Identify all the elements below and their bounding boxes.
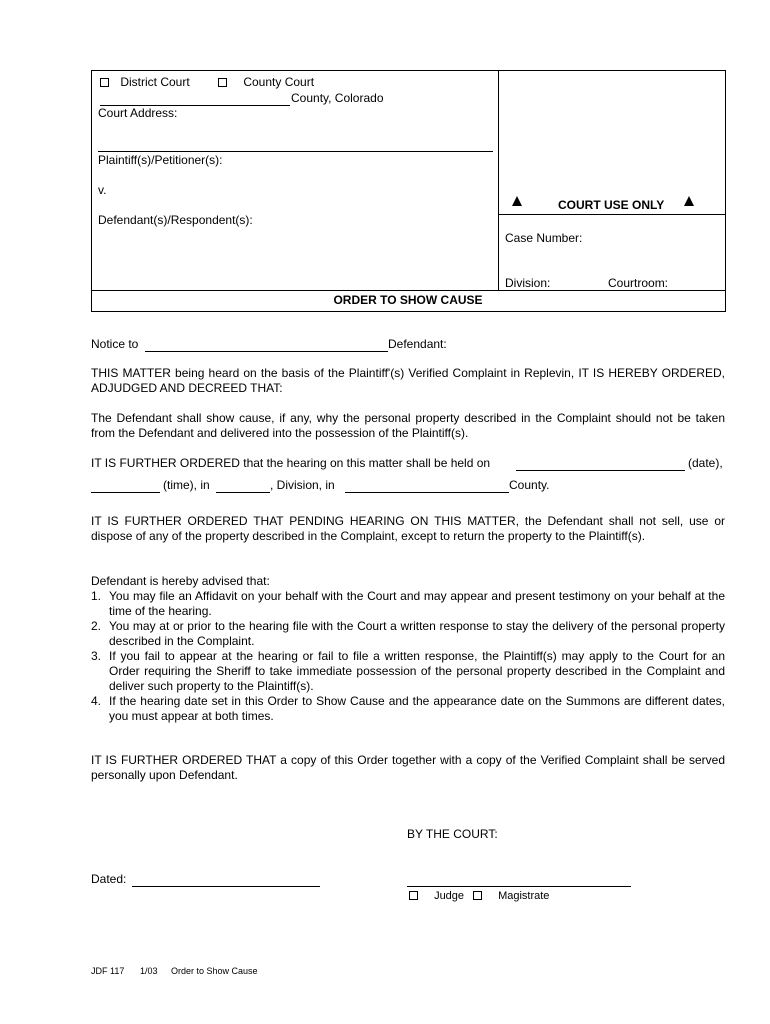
district-court-label: District Court [120, 75, 190, 89]
hearing-division-blank[interactable] [216, 492, 270, 493]
judge-checkbox[interactable] [409, 891, 418, 900]
court-use-arrow-left-icon [512, 196, 522, 206]
magistrate-option [473, 890, 549, 902]
advisement-item-3: 3. If you fail to appear at the hearing or fail to file a written response, the Plaintiff(s) may apply to the Court for an Order requiring the Sheriff to take immediate possession of the personal property described in the Complaint and deliver such property to the Plaintiff(s). [91, 649, 725, 693]
paragraph-show-cause: The Defendant shall show cause, if any, why the personal property described in the Complaint should not be taken from the Defendant and delivered into the possession of the Plaintiff(s). [91, 411, 725, 440]
defendants-label: Defendant(s)/Respondent(s): [98, 213, 253, 227]
court-use-only-label: COURT USE ONLY [558, 198, 665, 212]
magistrate-checkbox[interactable] [473, 891, 482, 900]
footer-form-title: Order to Show Cause [171, 966, 258, 976]
time-label: (time), in [163, 478, 210, 492]
hearing-county-blank[interactable] [345, 492, 509, 493]
advisement-item-4: 4. If the hearing date set in this Order to Show Cause and the appearance date on the Summons are different dates, you must appear at both times. [91, 694, 725, 723]
advisement-item-1: 1. You may file an Affidavit on your behalf with the Court and may appear and present testimony on your behalf at the time of the hearing. [91, 589, 725, 618]
division-label: Division: [505, 276, 551, 290]
dated-label: Dated: [91, 872, 127, 886]
advisement-item-1-text: You may file an Affidavit on your behalf with the Court and may appear and present testimony on your behalf at the time of the hearing. [109, 589, 725, 618]
notice-name-blank[interactable] [145, 351, 388, 352]
district-court-checkbox[interactable] [100, 78, 109, 87]
signature-line[interactable] [407, 886, 631, 887]
judge-option [409, 890, 464, 902]
hearing-time-blank[interactable] [91, 492, 160, 493]
paragraph-decree: THIS MATTER being heard on the basis of the Plaintiff'(s) Verified Complaint in Replevin, IT IS HEREBY ORDERED, ADJUDGED AND DECREED THAT: [91, 366, 725, 395]
county-colorado-label: County, Colorado [291, 91, 384, 105]
courtroom-label: Courtroom: [608, 276, 669, 290]
versus-label: v. [98, 183, 107, 197]
judge-label: Judge [434, 890, 465, 902]
date-label: (date), [688, 456, 723, 470]
advisement-item-3-text: If you fail to appear at the hearing or fail to file a written response, the Plaintiff(s) may apply to the Court for an Order requiring the Sheriff to take immediate possession of the personal property described in the Complaint and deliver such property to the Plaintiff(s). [109, 649, 725, 693]
hearing-text: IT IS FURTHER ORDERED that the hearing on this matter shall be held on [91, 456, 491, 470]
dated-blank[interactable] [132, 886, 320, 887]
hearing-date-blank[interactable] [516, 470, 685, 471]
title-divider [91, 290, 725, 291]
defendant-label: Defendant: [388, 337, 447, 351]
county-court-label: County Court [243, 75, 315, 89]
court-use-divider [498, 214, 725, 215]
advised-label: Defendant is hereby advised that: [91, 574, 270, 588]
paragraph-service: IT IS FURTHER ORDERED THAT a copy of this Order together with a copy of the Verified Complaint shall be served personally upon Defendant. [91, 753, 725, 782]
paragraph-pending-hearing: IT IS FURTHER ORDERED THAT PENDING HEARING ON THIS MATTER, the Defendant shall not sell, use or dispose of any of the property described in the Complaint, except to return the property to the Plaintiff(s). [91, 514, 725, 543]
division-text-label: , Division, in [270, 478, 335, 492]
footer-revision: 1/03 [140, 966, 158, 976]
caption-divider-vertical [498, 70, 499, 290]
district-court-option [100, 75, 190, 89]
county-court-checkbox[interactable] [218, 78, 227, 87]
case-number-label: Case Number: [505, 231, 583, 245]
county-court-option [218, 75, 314, 89]
footer-form-number: JDF 117 [91, 966, 125, 976]
county-label: County. [509, 478, 550, 492]
court-use-arrow-right-icon [684, 196, 694, 206]
address-separator-line [98, 151, 493, 152]
page-title: ORDER TO SHOW CAUSE [333, 293, 483, 307]
plaintiffs-label: Plaintiff(s)/Petitioner(s): [98, 153, 223, 167]
advisement-item-4-text: If the hearing date set in this Order to Show Cause and the appearance date on the Summons are different dates, you must appear at both times. [109, 694, 725, 723]
magistrate-label: Magistrate [498, 890, 550, 902]
court-address-label: Court Address: [98, 106, 178, 120]
by-the-court-label: BY THE COURT: [407, 827, 498, 841]
advisement-item-2-text: You may at or prior to the hearing file with the Court a written response to stay the delivery of the personal property described in the Complaint. [109, 619, 725, 648]
advisement-item-2: 2. You may at or prior to the hearing file with the Court a written response to stay the delivery of the personal property described in the Complaint. [91, 619, 725, 648]
notice-to-label: Notice to [91, 337, 139, 351]
